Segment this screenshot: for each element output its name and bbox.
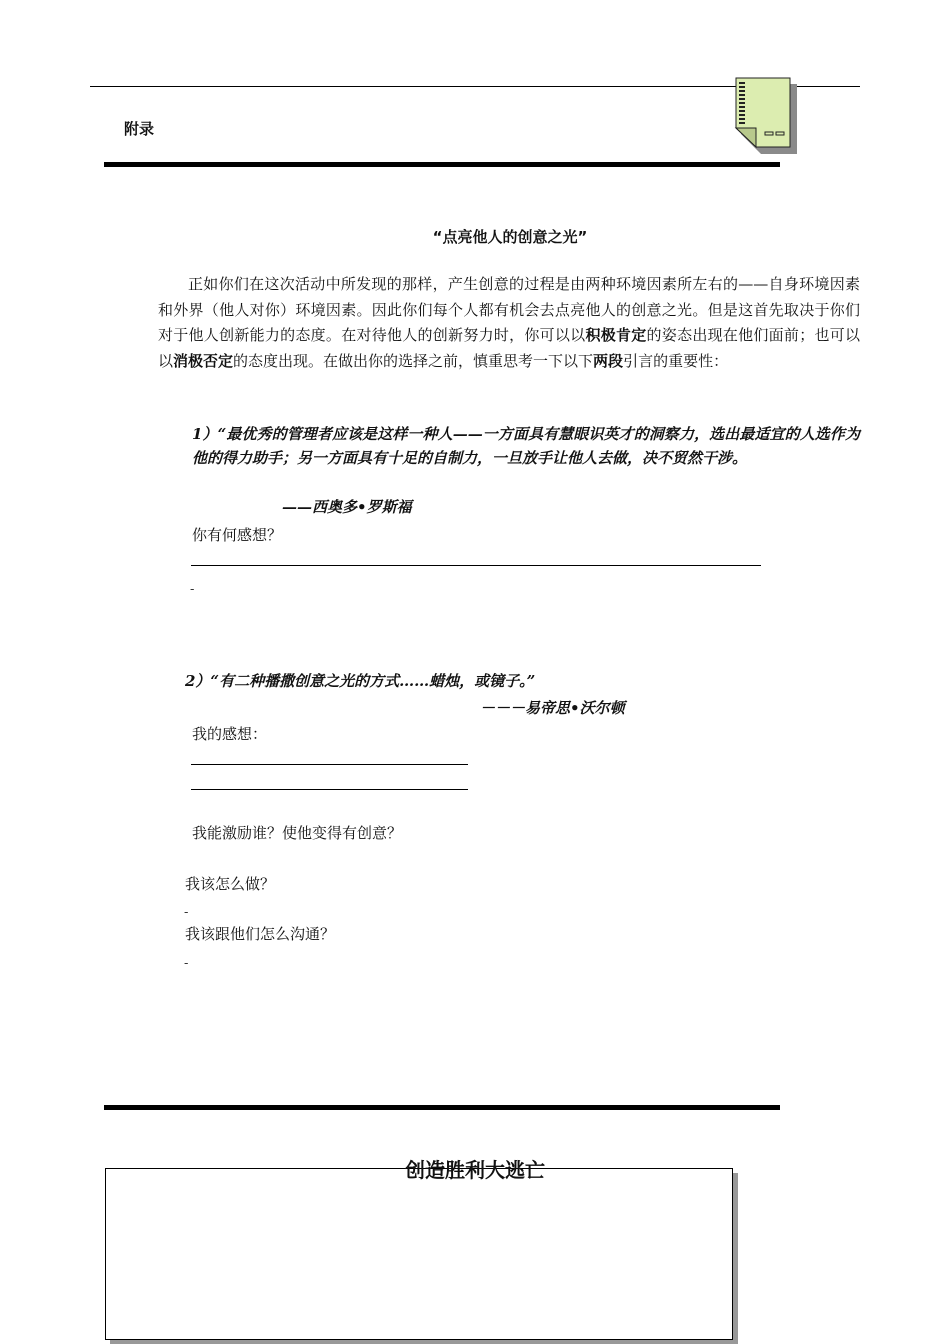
quote-2-answer-line-2[interactable] [191,789,468,790]
intro-bold-positive: 积极肯定 [585,326,647,344]
quote-1-text: 1）“最优秀的管理者应该是这样一种人——一方面具有慧眼识英才的洞察力，选出最适宜的人选作为他的得力助手；另一方面具有十足的自制力，一旦放手让他人去做，决不贸然干涉。 [192,425,860,467]
page-title: “点亮他人的创意之光” [432,228,588,246]
activity-box-title: 创造胜利大逃亡 [405,1158,545,1182]
question-how-dash: - [184,905,189,920]
intro-bold-negative: 消极否定 [173,351,234,370]
header-bottom-rule [104,162,780,167]
quote-1-question: 你有何感想？ [192,526,283,544]
intro-text-1: 正如你们在这次活动中所发现的那样，产生创意的过程是由两种环境因素所左右的——自身环境因素和外界（他人对你）环境因素。因此你们每个人都有机会去点亮他人的创意之光。但是这首先取决于你们对于他人创新能力的态度。在对待他人的创新努力时，你可以以 [158,275,860,344]
document-icon [733,76,803,158]
quote-2-question: 我的感想： [192,725,268,743]
activity-box [105,1168,733,1340]
question-communicate: 我该跟他们怎么沟通？ [185,925,336,943]
quote-2-author: －－－易帝思•沃尔顿 [480,699,625,717]
quote-2-text: 2）“有二种播撒创意之光的方式……蜡烛，或镜子。” [185,672,536,690]
quote-1-author: ——西奥多•罗斯福 [282,498,412,516]
intro-text-3: 的态度出现。在做出你的选择之前，慎重思考一下以下 [233,351,594,370]
quote-2-answer-line-1[interactable] [191,764,468,765]
quote-1-dash: - [190,582,195,597]
header-label: 附录 [124,120,155,138]
intro-bold-two-passages: 两段 [593,351,624,370]
intro-text-2: 的姿态出现在他们面前；也可以以 [158,326,860,370]
question-inspire: 我能激励谁？使他变得有创意？ [192,824,403,842]
question-communicate-dash: - [184,956,189,971]
question-how: 我该怎么做？ [185,875,276,893]
quote-1-answer-line[interactable] [191,565,761,566]
intro-text-4: 引言的重要性： [623,351,729,370]
intro-paragraph [158,272,860,374]
footer-rule [104,1105,780,1110]
